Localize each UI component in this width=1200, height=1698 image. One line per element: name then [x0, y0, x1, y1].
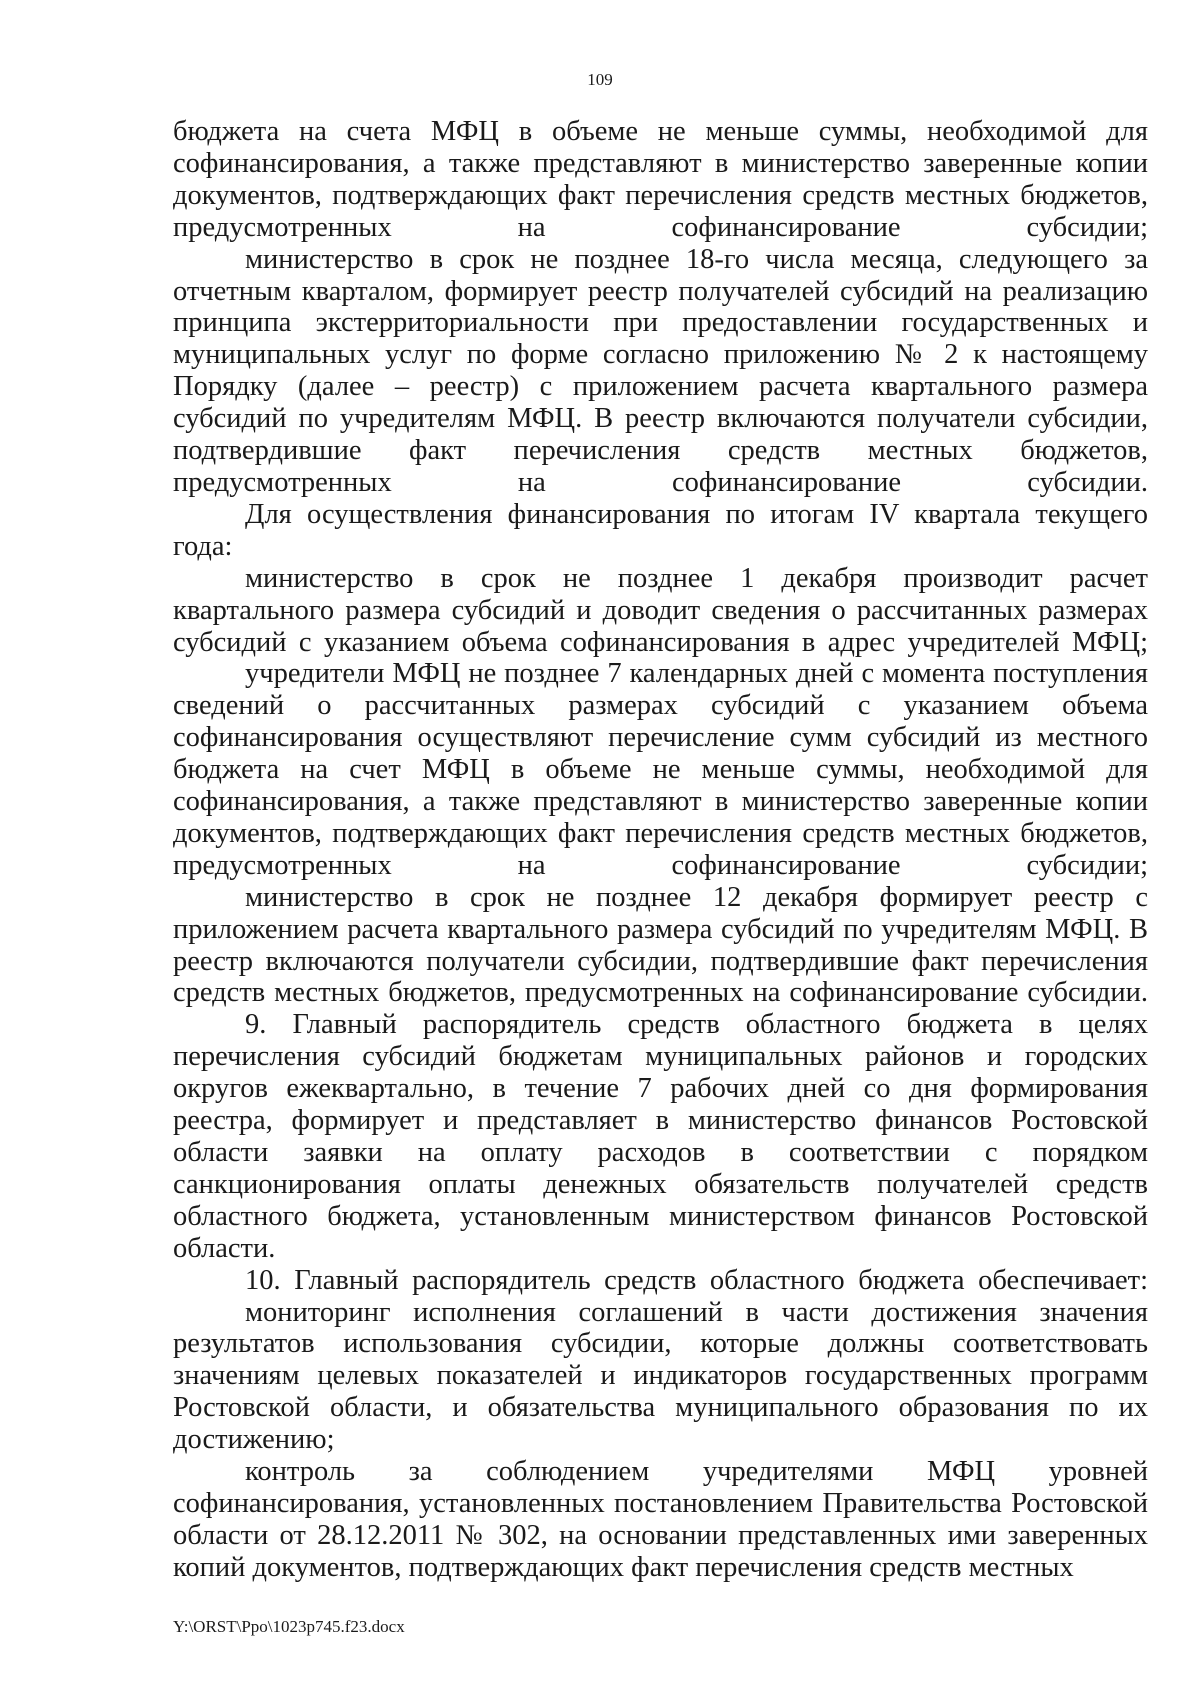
paragraph-control: контроль за соблюдением учредителями МФЦ уровней софинансирования, установленных постановлением Правительства Ростовской области от 28.12.2011 № 302, на основании представленных ими заверенных копий документов, подтверждающих факт перечисления средств местных	[173, 1456, 1148, 1583]
paragraph-registry-formation: министерство в срок не позднее 18-го числа месяца, следующего за отчетным кварталом, формирует реестр получателей субсидий на реализацию принципа экстерриториальности при предоставлении государственных и муниципальных услуг по форме согласно приложению № 2 к настоящему Порядку (далее – реестр) с приложением расчета квартального размера субсидий по учредителям МФЦ. В реестр включаются получатели субсидии, подтвердившие факт перечисления средств местных бюджетов, предусмотренных на софинансирование субсидии.	[173, 243, 1148, 498]
paragraph-item-10: 10. Главный распорядитель средств областного бюджета обеспечивает:	[245, 1264, 1148, 1296]
paragraph-ministry-calculation: министерство в срок не позднее 1 декабря производит расчет квартального размера субсидий и доводит сведения о рассчитанных размерах субсидий с указанием объема софинансирования в адрес учредителей МФЦ;	[173, 562, 1148, 658]
paragraph-founders-transfer: учредители МФЦ не позднее 7 календарных дней с момента поступления сведений о рассчитанных размерах субсидий с указанием объема софинансирования осуществляют перечисление сумм субсидий из местного бюджета на счет МФЦ в объеме не меньше суммы, необходимой для софинансирования, а также представляют в министерство заверенные копии документов, подтверждающих факт перечисления средств местных бюджетов, предусмотренных на софинансирование субсидии;	[173, 658, 1148, 881]
paragraph-monitoring: мониторинг исполнения соглашений в части достижения значения результатов использования субсидии, которые должны соответствовать значениям целевых показателей и индикаторов государственных программ Ростовской области, и обязательства муниципального образования по их достижению;	[173, 1296, 1148, 1456]
paragraph-item-9: 9. Главный распорядитель средств областного бюджета в целях перечисления субсидий бюджетам муниципальных районов и городских округов ежеквартально, в течение 7 рабочих дней со дня формирования реестра, формирует и представляет в министерство финансов Ростовской области заявки на оплату расходов в соответствии с порядком санкционирования оплаты денежных обязательств получателей средств областного бюджета, установленным министерством финансов Ростовской области.	[173, 1009, 1148, 1264]
footer-file-path: Y:\ORST\Ppo\1023p745.f23.docx	[173, 1617, 405, 1636]
paragraph-continuation: бюджета на счета МФЦ в объеме не меньше суммы, необходимой для софинансирования, а также представляют в министерство заверенные копии документов, подтверждающих факт перечисления средств местных бюджетов, предусмотренных на софинансирование субсидии;	[173, 116, 1148, 243]
paragraph-q4-financing-intro: Для осуществления финансирования по итогам IV квартала текущего года:	[173, 498, 1148, 562]
page-number: 109	[587, 70, 613, 89]
paragraph-december-registry: министерство в срок не позднее 12 декабря формирует реестр с приложением расчета квартального размера субсидий по учредителям МФЦ. В реестр включаются получатели субсидии, подтвердившие факт перечисления средств местных бюджетов, предусмотренных на софинансирование субсидии.	[173, 881, 1148, 1009]
document-body	[173, 116, 1148, 1584]
